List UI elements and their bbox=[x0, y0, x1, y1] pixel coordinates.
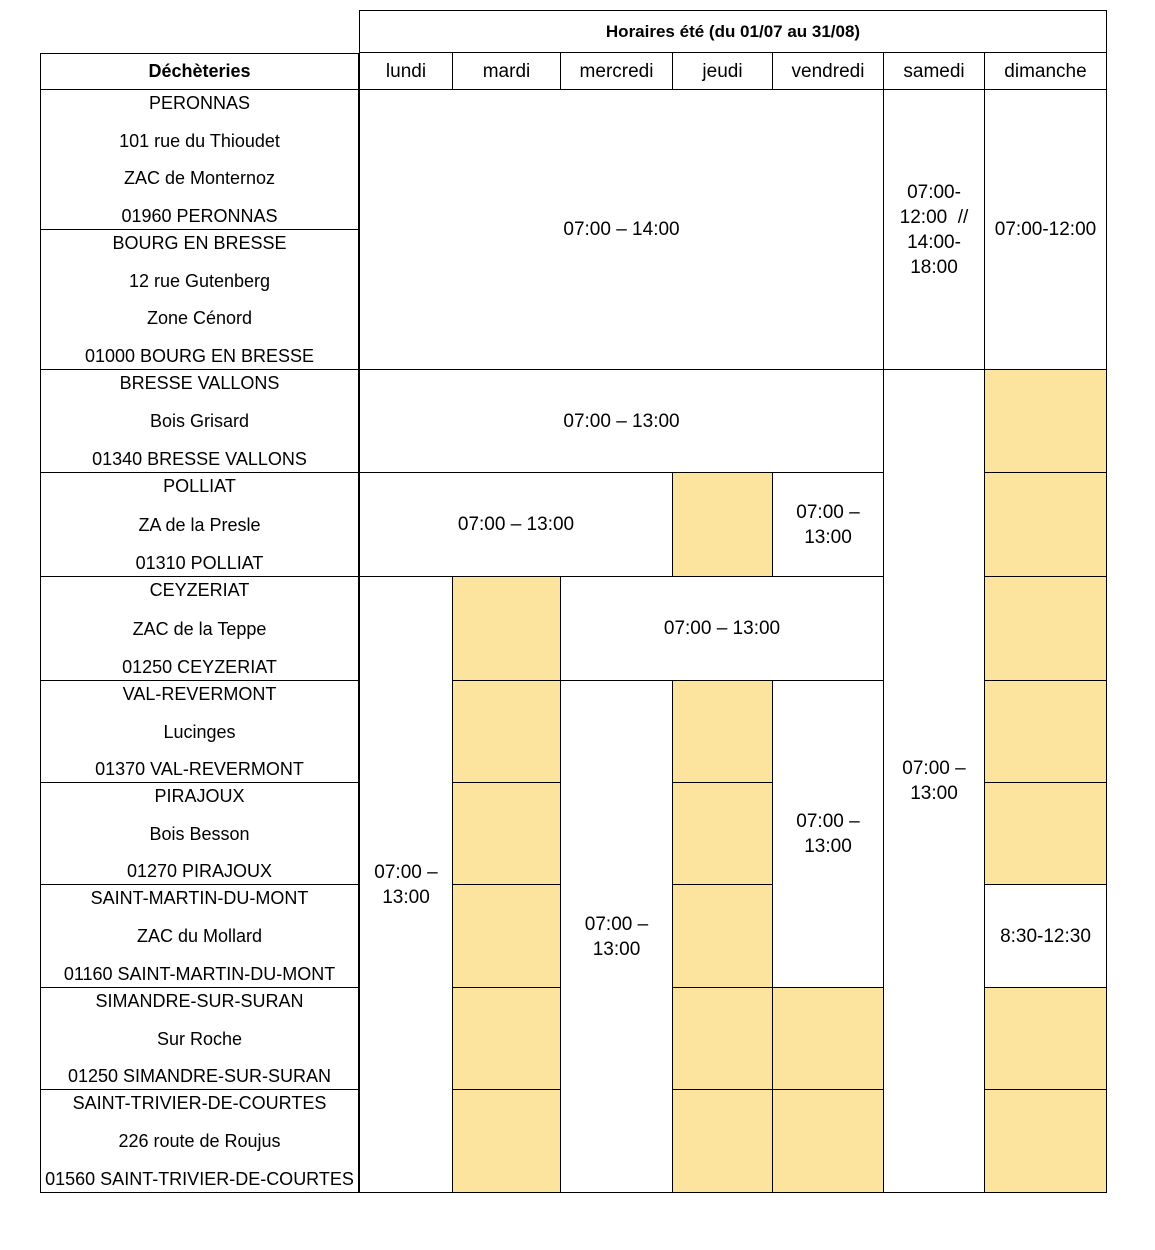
day-header-lundi: lundi bbox=[359, 53, 453, 90]
site-area: Zone Cénord bbox=[146, 308, 253, 329]
site-city: 01270 PIRAJOUX bbox=[126, 861, 273, 881]
closed-cell bbox=[985, 681, 1107, 783]
site-city: 01960 PERONNAS bbox=[121, 205, 278, 226]
closed-cell bbox=[453, 681, 561, 783]
site-name: SAINT-TRIVIER-DE-COURTES bbox=[72, 1093, 327, 1113]
hours-line: 13:00 bbox=[910, 783, 958, 804]
hours-line: 07:00 – bbox=[902, 758, 966, 779]
site-address: 101 rue du Thioudet bbox=[119, 130, 280, 151]
site-city: 01250 CEYZERIAT bbox=[122, 657, 277, 677]
hours-line: 12:00 // bbox=[899, 206, 969, 228]
hours-cell: 07:00 – 14:00 bbox=[359, 90, 884, 370]
closed-cell bbox=[985, 783, 1107, 885]
site-city: 01160 SAINT-MARTIN-DU-MONT bbox=[63, 964, 336, 984]
site-name: CEYZERIAT bbox=[149, 580, 250, 600]
closed-cell bbox=[673, 1090, 773, 1193]
site-address: 12 rue Gutenberg bbox=[128, 270, 271, 291]
closed-cell bbox=[673, 885, 773, 988]
hours-cell bbox=[561, 681, 673, 1193]
site-address: ZAC de la Teppe bbox=[132, 618, 267, 639]
hours-cell bbox=[773, 681, 884, 988]
closed-cell bbox=[673, 473, 773, 577]
closed-cell bbox=[453, 885, 561, 988]
site-city: 01340 BRESSE VALLONS bbox=[92, 449, 307, 469]
closed-cell bbox=[673, 681, 773, 783]
closed-cell bbox=[453, 1090, 561, 1193]
site-address: Sur Roche bbox=[156, 1028, 243, 1049]
closed-cell bbox=[773, 1090, 884, 1193]
site-simandre-sur-suran bbox=[40, 988, 359, 1090]
site-name: BOURG EN BRESSE bbox=[112, 233, 287, 253]
day-header-mardi: mardi bbox=[453, 53, 561, 90]
hours-cell bbox=[884, 370, 985, 1193]
hours-cell bbox=[884, 90, 985, 370]
day-header-dimanche: dimanche bbox=[985, 53, 1107, 90]
closed-cell bbox=[985, 988, 1107, 1090]
site-pirajoux bbox=[40, 783, 359, 885]
site-city: 01310 POLLIAT bbox=[135, 553, 264, 573]
site-name: BRESSE VALLONS bbox=[119, 373, 280, 393]
hours-cell: 07:00-12:00 bbox=[985, 90, 1107, 370]
hours-line: 07:00 – bbox=[584, 913, 649, 935]
hours-line: 13:00 bbox=[382, 886, 430, 908]
site-city: 01370 VAL-REVERMONT bbox=[95, 759, 304, 779]
site-bresse-vallons bbox=[40, 370, 359, 473]
day-header-mercredi: mercredi bbox=[561, 53, 673, 90]
day-header-jeudi: jeudi bbox=[673, 53, 773, 90]
hours-cell: 07:00 – 13:00 bbox=[561, 577, 884, 681]
hours-line: 07:00 – bbox=[796, 501, 860, 523]
closed-cell bbox=[453, 577, 561, 681]
site-saint-martin-du-mont bbox=[40, 885, 359, 988]
site-val-revermont bbox=[40, 681, 359, 783]
hours-cell: 07:00 – 13:00 bbox=[359, 370, 884, 473]
opening-hours-table bbox=[40, 10, 1107, 1193]
site-city: 01000 BOURG EN BRESSE bbox=[84, 345, 315, 366]
site-name: VAL-REVERMONT bbox=[122, 684, 277, 704]
hours-line: 07:00- bbox=[907, 181, 961, 203]
site-name: SAINT-MARTIN-DU-MONT bbox=[90, 888, 309, 908]
closed-cell bbox=[673, 783, 773, 885]
hours-cell bbox=[359, 577, 453, 1193]
table-title: Horaires été (du 01/07 au 31/08) bbox=[359, 10, 1107, 53]
site-address: ZA de la Presle bbox=[138, 514, 261, 535]
closed-cell bbox=[453, 988, 561, 1090]
site-bourg-en-bresse bbox=[40, 230, 359, 370]
closed-cell bbox=[673, 988, 773, 1090]
site-address: ZAC du Mollard bbox=[136, 926, 263, 946]
hours-line: 07:00 – bbox=[374, 861, 438, 883]
site-name: POLLIAT bbox=[163, 476, 236, 496]
hours-line: 13:00 bbox=[804, 836, 852, 857]
site-area: ZAC de Monternoz bbox=[123, 168, 276, 189]
hours-line: 13:00 bbox=[592, 938, 641, 960]
site-name: SIMANDRE-SUR-SURAN bbox=[95, 991, 304, 1011]
closed-cell bbox=[985, 577, 1107, 681]
closed-cell bbox=[453, 783, 561, 885]
site-polliat bbox=[40, 473, 359, 577]
hours-line: 18:00 bbox=[910, 256, 958, 278]
closed-cell bbox=[985, 370, 1107, 473]
site-saint-trivier-de-courtes bbox=[40, 1090, 359, 1193]
site-address: Bois Grisard bbox=[149, 411, 250, 431]
site-address: Lucinges bbox=[163, 721, 236, 742]
hours-cell: 8:30-12:30 bbox=[985, 885, 1107, 988]
site-address: Bois Besson bbox=[149, 823, 250, 844]
site-name: PIRAJOUX bbox=[154, 786, 245, 806]
site-address: 226 route de Roujus bbox=[118, 1131, 281, 1151]
hours-cell bbox=[773, 473, 884, 577]
hours-cell: 07:00 – 13:00 bbox=[359, 473, 673, 577]
hours-line: 13:00 bbox=[804, 526, 852, 548]
closed-cell bbox=[985, 473, 1107, 577]
day-header-samedi: samedi bbox=[884, 53, 985, 90]
sites-column-header: Déchèteries bbox=[40, 53, 359, 90]
site-peronnas bbox=[40, 90, 359, 230]
site-city: 01560 SAINT-TRIVIER-DE-COURTES bbox=[45, 1169, 354, 1189]
site-city: 01250 SIMANDRE-SUR-SURAN bbox=[67, 1066, 332, 1086]
hours-line: 07:00 – bbox=[796, 811, 860, 832]
site-name: PERONNAS bbox=[148, 93, 251, 113]
closed-cell bbox=[773, 988, 884, 1090]
closed-cell bbox=[985, 1090, 1107, 1193]
day-header-vendredi: vendredi bbox=[773, 53, 884, 90]
hours-line: 14:00- bbox=[907, 231, 961, 253]
site-ceyzeriat bbox=[40, 577, 359, 681]
header-blank bbox=[40, 10, 359, 53]
